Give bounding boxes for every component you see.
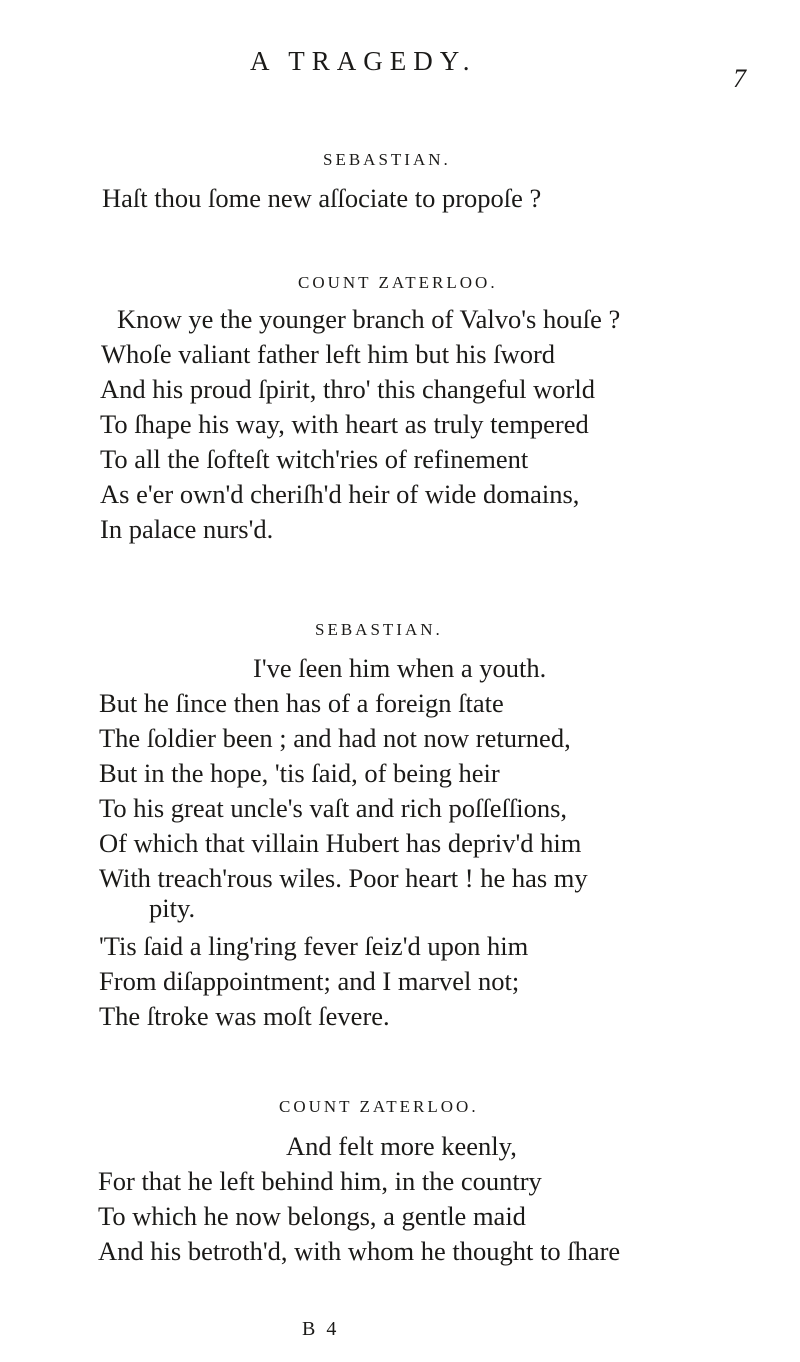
verse-line: pity.	[149, 893, 196, 923]
verse-line: The ſtroke was moſt ſevere.	[99, 1001, 390, 1031]
verse-line: I've ſeen him when a youth.	[253, 653, 547, 683]
verse-line: Of which that villain Hubert has depriv'd him	[99, 828, 582, 858]
speaker-name: COUNT ZATERLOO.	[279, 1097, 479, 1116]
speaker-name: COUNT ZATERLOO.	[298, 273, 498, 292]
running-head: A TRAGEDY.	[250, 46, 477, 76]
verse-line: 'Tis ſaid a ling'ring fever ſeiz'd upon him	[99, 931, 529, 961]
page-number: 7	[733, 64, 746, 93]
verse-line: To which he now belongs, a gentle maid	[98, 1201, 526, 1231]
verse-line: Haſt thou ſome new aſſociate to propoſe ?	[102, 183, 542, 213]
verse-line: The ſoldier been ; and had not now returned,	[99, 723, 571, 753]
verse-line: From diſappointment; and I marvel not;	[99, 966, 520, 996]
speaker-name: SEBASTIAN.	[315, 620, 443, 639]
verse-line: But he ſince then has of a foreign ſtate	[99, 688, 504, 718]
verse-line: To all the ſofteſt witch'ries of refinement	[100, 444, 529, 474]
verse-line: To his great uncle's vaſt and rich poſſeſſions,	[99, 793, 568, 823]
speaker-name: SEBASTIAN.	[323, 150, 451, 169]
verse-line: And felt more keenly,	[286, 1131, 517, 1161]
verse-line: And his proud ſpirit, thro' this changeful world	[100, 374, 595, 404]
verse-line: Whoſe valiant father left him but his ſword	[101, 339, 556, 369]
verse-line: But in the hope, 'tis ſaid, of being heir	[99, 758, 500, 788]
verse-line: With treach'rous wiles. Poor heart ! he has my	[99, 863, 588, 893]
verse-line: As e'er own'd cheriſh'd heir of wide domains,	[100, 479, 580, 509]
verse-line: For that he left behind him, in the country	[98, 1166, 542, 1196]
verse-line: Know ye the younger branch of Valvo's houſe ?	[117, 304, 621, 334]
signature-mark: B 4	[302, 1318, 340, 1340]
verse-line: And his betroth'd, with whom he thought to ſhare	[98, 1236, 621, 1266]
verse-line: In palace nurs'd.	[100, 514, 274, 544]
verse-line: To ſhape his way, with heart as truly tempered	[100, 409, 589, 439]
